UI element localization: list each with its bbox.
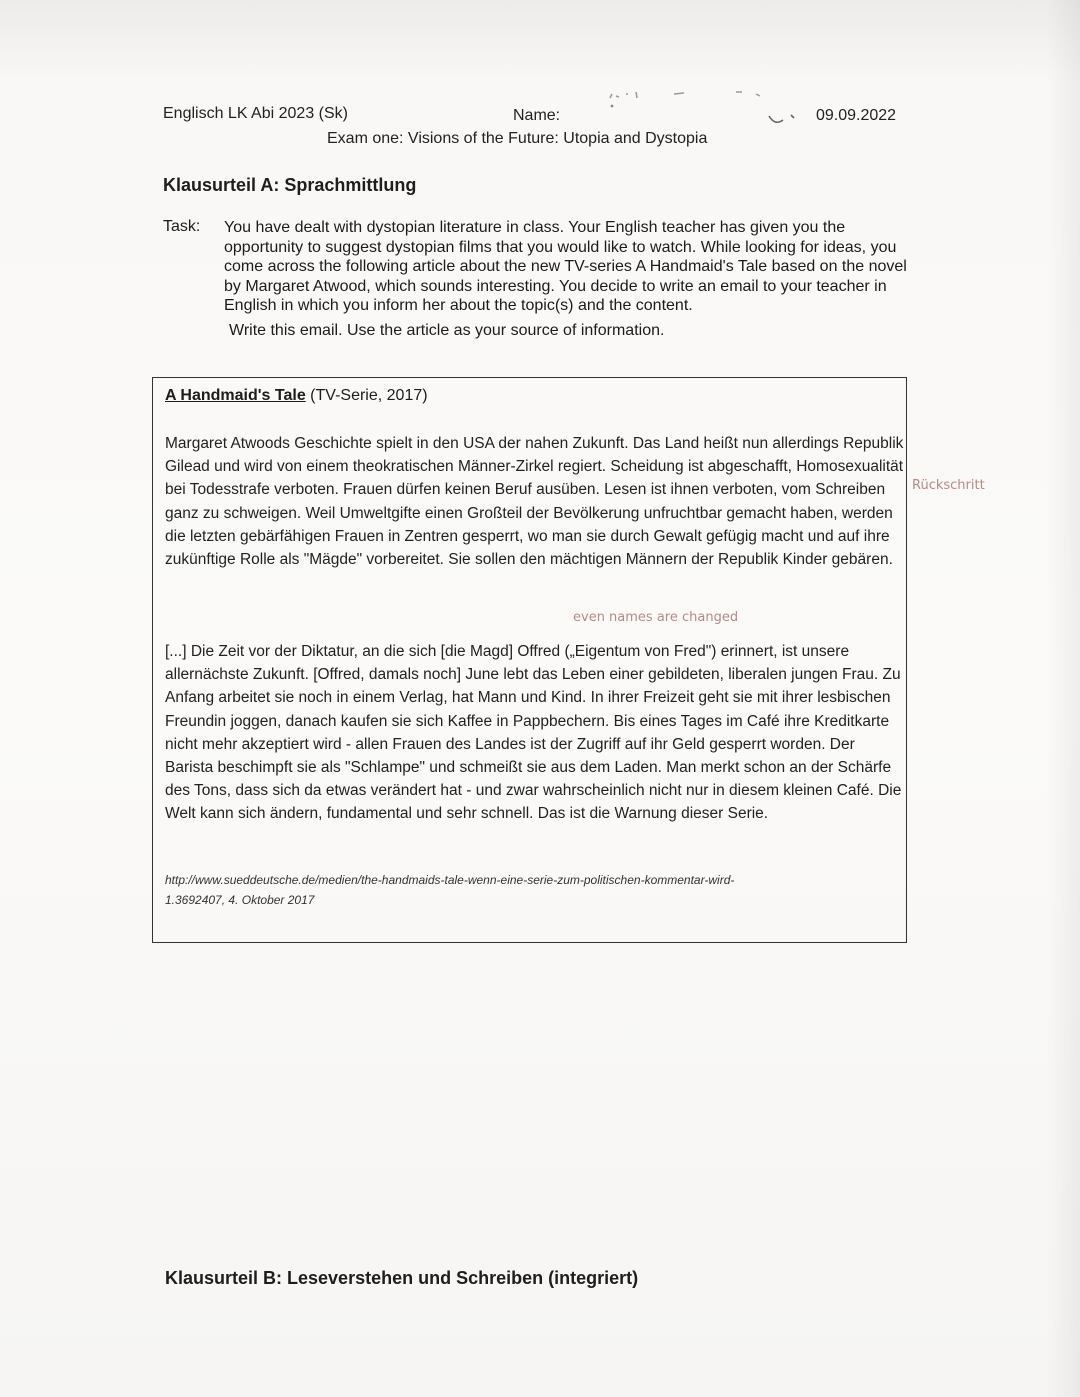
handwritten-margin-note: Rückschritt bbox=[912, 478, 985, 493]
article-paragraph-2-text: [...] Die Zeit vor der Diktatur, an die sich [die Magd] Offred („Eigentum von Fred") erinnert, ist unsere allernächste Zukunft. [Offred, damals noch] June lebt das Leben einer gebildeten, liberalen jungen Frau. Zu Anfang arbeitet sie noch in einem Verlag, hat Mann und Kind. In ihrer Freizeit geht sie mit ihrer lesbischen Freundin joggen, danach kaufen sie sich Kaffee in Pappbechern. Bis eines Tages im Café ihre Kreditkarte nicht mehr akzeptiert wird - allen Frauen des Landes ist der Zugriff auf ihr Geld gesperrt worden. Der Barista beschimpft sie als "Schlampe" und schmeißt sie aus dem Laden. Man merkt schon an der Schärfe des Tons, dass sich da etwas verändert hat - und zwar wahrscheinlich nicht nur in diesem kleinen Café. Die Welt kann sich ändern, fundamental und sehr schnell. Das ist die Warnung dieser Serie. bbox=[165, 643, 902, 823]
task-description: You have dealt with dystopian literature in class. Your English teacher has given you the opportunity to suggest dystopian films that you would like to watch. While looking for ideas, you come across the following article about the new TV-series A Handmaid's Tale based on the novel by Margaret Atwood, which sounds interesting. You decide to write an email to your teacher in English in which you inform her about the topic(s) and the content. bbox=[224, 219, 907, 314]
article-title-sub: (TV-Serie, 2017) bbox=[305, 387, 428, 404]
part-a-title: Klausurteil A: Sprachmittlung bbox=[163, 175, 417, 195]
redacted-name-scribble bbox=[586, 88, 776, 110]
course-label: Englisch LK Abi 2023 (Sk) bbox=[163, 105, 348, 122]
source-url: http://www.sueddeutsche.de/medien/the-handmaids-tale-wenn-eine-serie-zum-politischen-kommentar-wird- bbox=[165, 873, 735, 887]
exam-date: 09.09.2022 bbox=[816, 107, 897, 124]
article-paragraph-2 bbox=[165, 640, 905, 826]
page-shadow bbox=[1046, 0, 1080, 1397]
article-title-main: A Handmaid's Tale bbox=[165, 387, 306, 404]
checkmark-scribble bbox=[767, 112, 797, 128]
article-paragraph-1-text: Margaret Atwoods Geschichte spielt in den USA der nahen Zukunft. Das Land heißt nun allerdings Republik Gilead und wird von einem theokratischen Männer-Zirkel regiert. Scheidung ist abgeschafft, Homosexualität bei Todesstrafe verboten. Frauen dürfen keinen Beruf ausüben. Lesen ist ihnen verboten, vom Schreiben ganz zu schweigen. Weil Umweltgifte einen Großteil der Bevölkerung unfruchtbar gemacht haben, werden die letzten gebärfähigen Frauen in Zentren gesperrt, wo man sie durch Gewalt gefügig macht und auf ihre zukünftige Rolle als "Mägde" vorbereitet. Sie sollen den mächtigen Männern der Republik Kinder gebären. bbox=[165, 435, 904, 569]
article-source bbox=[165, 870, 734, 910]
task-instruction: Write this email. Use the article as your source of information. bbox=[229, 321, 665, 339]
part-b-title: Klausurteil B: Leseverstehen und Schreiben (integriert) bbox=[165, 1268, 639, 1288]
source-date: 1.3692407, 4. Oktober 2017 bbox=[165, 893, 315, 907]
task-body bbox=[224, 218, 914, 340]
article-box bbox=[152, 377, 907, 943]
article-paragraph-1 bbox=[165, 432, 905, 571]
task-label: Task: bbox=[163, 218, 201, 235]
handwritten-inline-note: even names are changed bbox=[573, 610, 739, 625]
article-title bbox=[165, 387, 428, 405]
exam-title: Exam one: Visions of the Future: Utopia and Dystopia bbox=[327, 130, 708, 147]
name-label: Name: bbox=[513, 107, 561, 124]
